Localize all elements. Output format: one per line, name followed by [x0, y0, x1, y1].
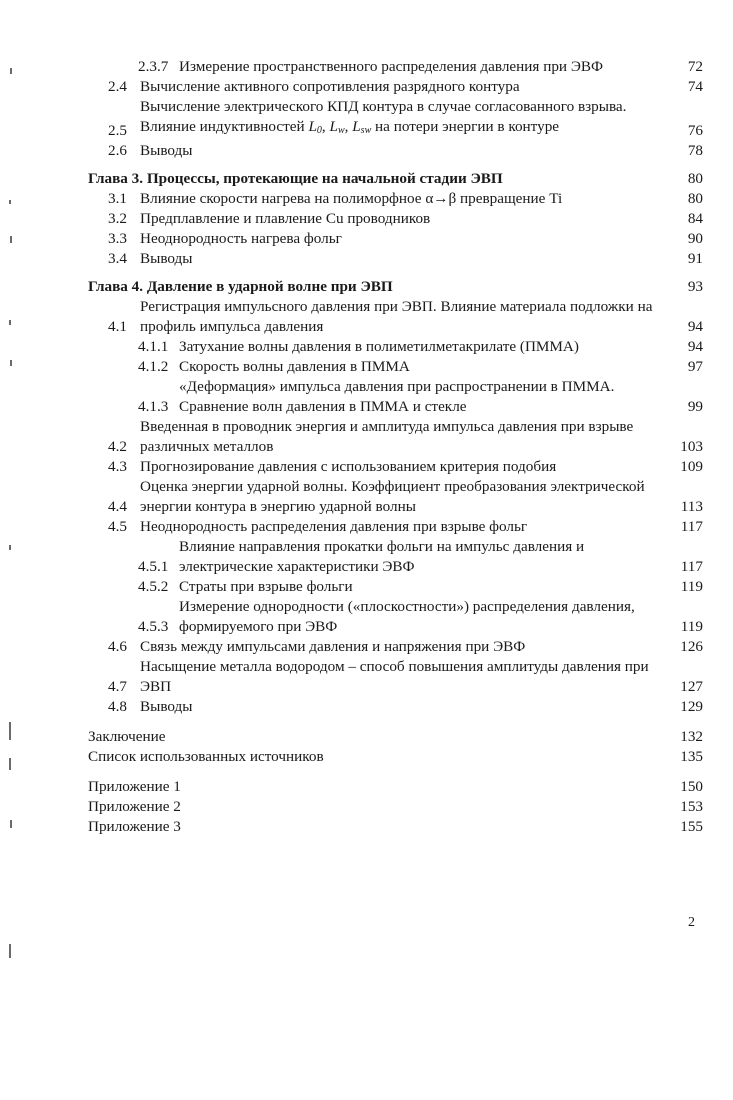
- toc-entry-page: 90: [687, 230, 703, 247]
- scan-speck: [10, 68, 12, 74]
- toc-entry-number: 4.5.3: [138, 618, 169, 635]
- toc-entry-page: 76: [687, 122, 703, 139]
- scan-speck: [9, 200, 11, 204]
- toc-entry-page: 103: [680, 438, 703, 455]
- toc-entry: [88, 517, 703, 537]
- toc-entry-number: 4.3: [108, 458, 127, 475]
- toc-entry-page: 155: [680, 818, 703, 835]
- scan-speck: [9, 944, 11, 958]
- toc-entry-title: Измерение пространственного распределения давления при ЭВФ: [179, 58, 604, 75]
- toc-entry: [88, 457, 703, 477]
- toc-entry: [88, 477, 703, 517]
- toc-entry-number: 2.4: [108, 78, 127, 95]
- toc-entry-page: 126: [680, 638, 703, 655]
- toc-entry-page: 117: [680, 558, 703, 575]
- toc-entry-page: 117: [680, 518, 703, 535]
- scan-speck: [9, 722, 11, 740]
- toc-entry-number: 2.5: [108, 122, 127, 139]
- toc-chapter-3: [88, 169, 703, 189]
- toc-entry: [88, 577, 703, 597]
- toc-entry-page: 94: [687, 338, 703, 355]
- toc-entry-page: 94: [687, 318, 703, 335]
- toc-entry-title-part: Вычисление электрического КПД контура в случае согласованного взрыва. Влияние индуктивностей: [140, 98, 627, 135]
- toc-chapter-title: Глава 3. Процессы, протекающие на начальной стадии ЭВП: [88, 170, 503, 187]
- toc-entry-title: Связь между импульсами давления и напряжения при ЭВФ: [140, 638, 526, 655]
- toc-entry-page: 119: [680, 578, 703, 595]
- toc-entry-page: 129: [680, 698, 703, 715]
- toc-entry: [88, 417, 703, 457]
- toc-conclusion: [88, 727, 703, 747]
- toc-entry-number: 4.7: [108, 678, 127, 695]
- toc-entry-number: 4.1.1: [138, 338, 169, 355]
- toc-entry: [88, 209, 703, 229]
- toc-entry-page: 74: [687, 78, 703, 95]
- toc-entry-title: Введенная в проводник энергия и амплитуда импульса давления при взрыве различных металлов: [140, 418, 634, 455]
- toc-entry: [88, 657, 703, 697]
- toc-entry-title: Приложение 2: [88, 798, 181, 815]
- toc-entry-title: Регистрация импульсного давления при ЭВП. Влияние материала подложки на профиль импульса давления: [140, 298, 653, 335]
- toc-entry-title: Вычисление активного сопротивления разрядного контура: [140, 78, 520, 95]
- toc-entry-title-part: на потери энергии в контуре: [371, 118, 560, 135]
- toc-entry-number: 4.1.2: [138, 358, 169, 375]
- toc-entry-title: Неоднородность распределения давления при взрыве фольг: [140, 518, 528, 535]
- toc-entry-title: «Деформация» импульса давления при распространении в ПММА. Сравнение волн давления в ПММА и стекле: [179, 378, 615, 415]
- toc-entry-page: 97: [687, 358, 703, 375]
- toc-entry: [88, 57, 703, 77]
- toc-entry-number: 3.2: [108, 210, 127, 227]
- toc-entry: [88, 141, 703, 161]
- toc-entry-page: 99: [687, 398, 703, 415]
- toc-entry: [88, 297, 703, 337]
- toc-entry-page: 91: [687, 250, 703, 267]
- toc-entry-page: 119: [680, 618, 703, 635]
- scan-speck: [9, 320, 11, 325]
- toc-entry-number: 4.4: [108, 498, 127, 515]
- toc-entry: [88, 249, 703, 269]
- toc-entry-number: 4.6: [108, 638, 127, 655]
- toc-entry-title: Вычисление электрического КПД контура в случае согласованного взрыва. Влияние индуктивностей $L_0$, $L_w$, $L_{sw}$ на потери энергии в контуре: [140, 98, 627, 136]
- toc-entry: [88, 597, 703, 637]
- toc-appendix-1: [88, 777, 703, 797]
- toc-entry-page: 135: [680, 748, 703, 765]
- toc-entry: [88, 357, 703, 377]
- toc-entry: [88, 377, 703, 417]
- toc-entry-title: Страты при взрыве фольги: [179, 578, 353, 595]
- toc-entry-number: 4.5: [108, 518, 127, 535]
- toc-entry-number: 3.1: [108, 190, 127, 207]
- toc-entry: [88, 77, 703, 97]
- toc-entry: [88, 337, 703, 357]
- toc-entry-title: Выводы: [140, 142, 193, 159]
- toc-entry-number: 3.3: [108, 230, 127, 247]
- toc-entry-title: Приложение 3: [88, 818, 181, 835]
- toc-entry-number: 4.1: [108, 318, 127, 335]
- toc-entry-number: 2.3.7: [138, 58, 169, 75]
- toc-entry-title: Неоднородность нагрева фольг: [140, 230, 342, 247]
- toc-entry-number: 4.1.3: [138, 398, 169, 415]
- scan-speck: [9, 545, 11, 550]
- toc-entry-page: 113: [680, 498, 703, 515]
- toc-entry-page: 80: [687, 170, 703, 187]
- inductance-lsw: $L_{sw}$: [352, 118, 372, 136]
- toc-entry-title: Затухание волны давления в полиметилметакрилате (ПММА): [179, 338, 579, 355]
- toc-entry-number: 2.6: [108, 142, 127, 159]
- toc-entry-number: 4.2: [108, 438, 127, 455]
- toc-entry-title: Предплавление и плавление Cu проводников: [140, 210, 431, 227]
- toc-entry-title: Выводы: [140, 250, 193, 267]
- scan-speck: [9, 758, 11, 770]
- toc-entry-title: Выводы: [140, 698, 193, 715]
- toc-entry-title: Приложение 1: [88, 778, 181, 795]
- toc-entry-title: Оценка энергии ударной волны. Коэффициент преобразования электрической энергии контура в энергию ударной волны: [140, 478, 645, 515]
- toc-entry-title: Насыщение металла водородом – способ повышения амплитуды давления при ЭВП: [140, 658, 649, 695]
- toc-references: [88, 747, 703, 767]
- toc-entry: [88, 637, 703, 657]
- toc-entry-page: 72: [687, 58, 703, 75]
- scan-speck: [10, 236, 12, 243]
- toc-entry-number: 4.5.1: [138, 558, 169, 575]
- toc-entry: [88, 537, 703, 577]
- inductance-lw: $L_w$: [329, 118, 345, 136]
- scan-speck: [10, 360, 12, 366]
- scan-speck: [10, 820, 12, 828]
- toc-entry-page: 84: [687, 210, 703, 227]
- toc-entry-title: Влияние скорости нагрева на полиморфное α→β превращение Ti: [140, 190, 563, 207]
- toc-entry-page: 153: [680, 798, 703, 815]
- toc-entry-number: 3.4: [108, 250, 127, 267]
- inductance-l0: $L_0$: [308, 118, 322, 136]
- toc-entry-page: 78: [687, 142, 703, 159]
- page-number: 2: [688, 915, 695, 930]
- toc-appendix-2: [88, 797, 703, 817]
- toc-entry-number: 4.8: [108, 698, 127, 715]
- toc-entry: [88, 189, 703, 209]
- table-of-contents: [88, 57, 703, 837]
- toc-entry-title: Заключение: [88, 728, 166, 745]
- toc-entry-title: Скорость волны давления в ПММА: [179, 358, 410, 375]
- toc-entry-page: 150: [680, 778, 703, 795]
- toc-entry: [88, 697, 703, 717]
- toc-entry-page: 127: [680, 678, 703, 695]
- toc-entry-title: Список использованных источников: [88, 748, 324, 765]
- toc-entry-page: 80: [687, 190, 703, 207]
- toc-entry-title: Прогнозирование давления с использованием критерия подобия: [140, 458, 557, 475]
- toc-chapter-title: Глава 4. Давление в ударной волне при ЭВП: [88, 278, 393, 295]
- toc-entry-title: Измерение однородности («плоскостности») распределения давления, формируемого при ЭВФ: [179, 598, 635, 635]
- toc-entry-title: Влияние направления прокатки фольги на импульс давления и электрические характеристики ЭВФ: [179, 538, 585, 575]
- toc-entry-page: 132: [680, 728, 703, 745]
- toc-entry-number: 4.5.2: [138, 578, 169, 595]
- toc-appendix-3: [88, 817, 703, 837]
- toc-entry-page: 109: [680, 458, 703, 475]
- toc-entry: [88, 229, 703, 249]
- toc-chapter-4: [88, 277, 703, 297]
- toc-entry-page: 93: [687, 278, 703, 295]
- toc-entry: [88, 97, 703, 141]
